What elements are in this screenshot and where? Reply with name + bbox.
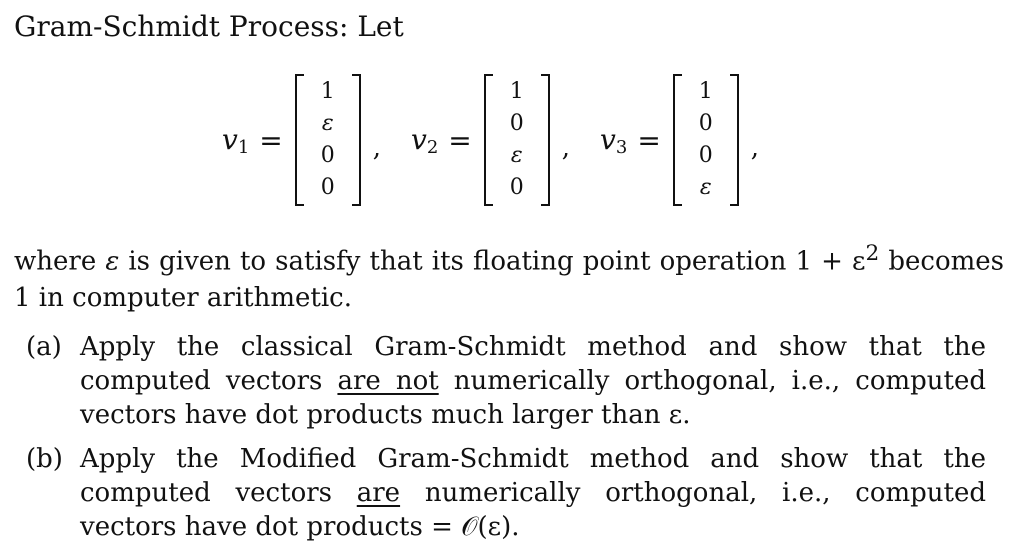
column-matrix-v1 (295, 74, 361, 206)
question-part-b (26, 442, 986, 544)
matrix-entry: 0 (509, 175, 524, 200)
right-bracket (541, 74, 550, 206)
separator-comma: , (750, 133, 760, 163)
vector-v3-label: $v_3$ (600, 122, 628, 158)
part-b-text: Apply the Modified Gram-Schmidt method and show that the computed vectors are numerically orthogonal, i.e., computed vectors have dot products = 𝒪(ε). (80, 444, 987, 542)
column-matrix-v2 (484, 74, 550, 206)
vector-v3 (600, 72, 759, 208)
vector-v1 (222, 72, 411, 208)
underlined-phrase: are not (337, 366, 439, 396)
matrix-entry: 1 (698, 79, 713, 104)
matrix-entry: 1 (320, 79, 335, 104)
vector-v1-label: $v_1$ (222, 122, 250, 158)
vector-definitions (222, 72, 782, 208)
problem-title: Gram-Schmidt Process: Let (14, 10, 404, 43)
matrix-entry: ε (510, 143, 523, 168)
matrix-entry: 0 (698, 143, 713, 168)
equals-sign: = (259, 123, 283, 157)
separator-comma: , (372, 133, 382, 163)
left-bracket (484, 74, 493, 206)
part-a-text: Apply the classical Gram-Schmidt method and show that the computed vectors are not numerically orthogonal, i.e., computed vectors have dot products much larger than ε. (80, 332, 987, 430)
matrix-entry: 0 (698, 111, 713, 136)
equals-sign: = (448, 123, 472, 157)
question-part-a (26, 330, 986, 432)
vector-v2 (411, 72, 600, 208)
separator-comma: , (561, 133, 571, 163)
column-matrix-v3 (673, 74, 739, 206)
left-bracket (295, 74, 304, 206)
part-b-label: (b) (26, 444, 63, 474)
underlined-phrase: are (356, 478, 401, 508)
matrix-entry: 0 (320, 143, 335, 168)
equals-sign: = (637, 123, 661, 157)
matrix-entry: 0 (320, 175, 335, 200)
matrix-entry: 1 (509, 79, 524, 104)
matrix-entry: ε (321, 111, 334, 136)
matrix-entry: ε (699, 175, 712, 200)
part-a-label: (a) (26, 332, 62, 362)
left-bracket (673, 74, 682, 206)
vector-v2-label: $v_2$ (411, 122, 439, 158)
right-bracket (730, 74, 739, 206)
matrix-entry: 0 (509, 111, 524, 136)
epsilon-condition-paragraph: where ε is given to satisfy that its floating point operation $1 + \varepsilon^2$ becomes 1 in computer arithmetic. (14, 241, 1004, 313)
right-bracket (352, 74, 361, 206)
